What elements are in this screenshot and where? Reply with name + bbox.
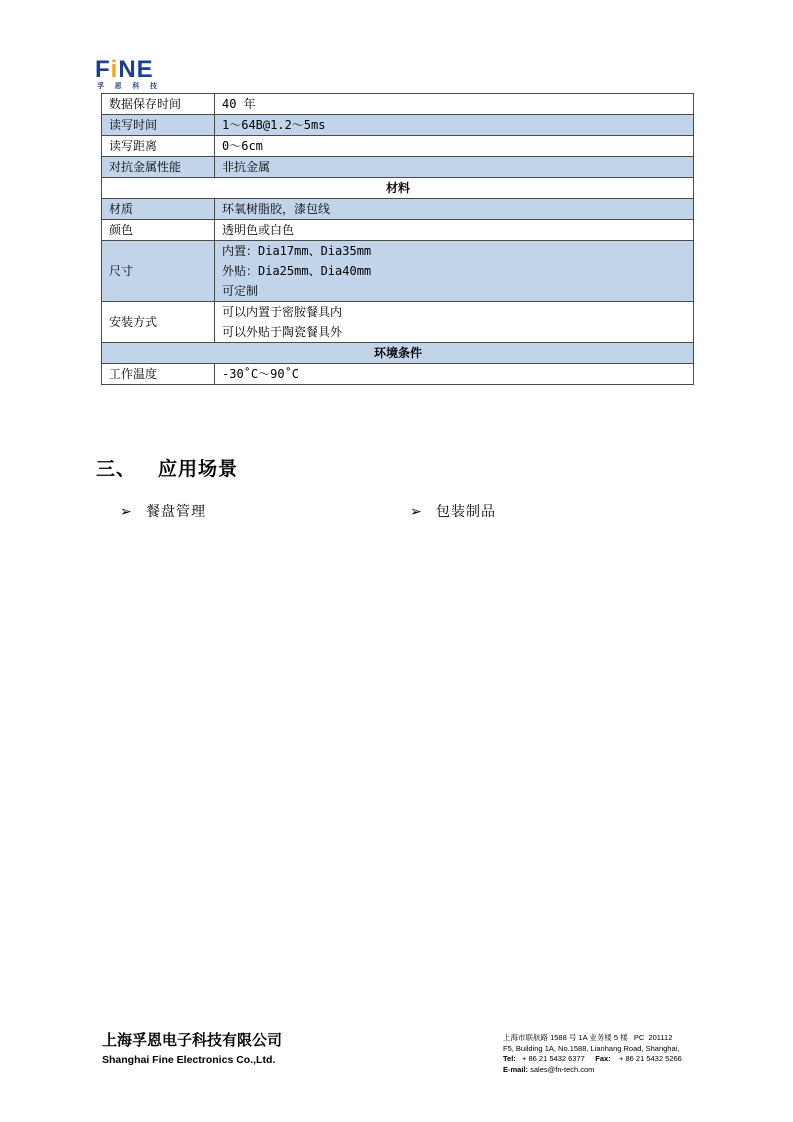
table-cell-line: 40 年 bbox=[222, 97, 256, 111]
logo-subtitle: 孚 恩 科 技 bbox=[97, 82, 157, 90]
table-row bbox=[102, 241, 694, 302]
footer-address bbox=[503, 1033, 682, 1075]
table-cell-label: 颜色 bbox=[102, 220, 215, 241]
fax-value: + 86 21 5432 5266 bbox=[619, 1054, 682, 1064]
arrow-bullet-icon: ➢ bbox=[120, 504, 133, 520]
table-row bbox=[102, 220, 694, 241]
table-row bbox=[102, 302, 694, 343]
table-section-title: 材料 bbox=[102, 178, 694, 199]
email-label: E-mail: bbox=[503, 1064, 529, 1074]
footer-company-name-cn: 上海孚恩电子科技有限公司 bbox=[102, 1031, 283, 1049]
table-cell-line: 1～64B@1.2～5ms bbox=[222, 118, 326, 132]
table-cell-label: 尺寸 bbox=[102, 241, 215, 302]
table-cell-label: 安装方式 bbox=[102, 302, 215, 343]
table-section-row bbox=[102, 343, 694, 364]
table-cell-value bbox=[215, 94, 694, 115]
section-heading bbox=[96, 456, 238, 482]
table-cell-line: 环氧树脂胶，漆包线 bbox=[222, 202, 331, 216]
spec-table bbox=[101, 93, 694, 385]
table-row bbox=[102, 199, 694, 220]
table-cell-label: 工作温度 bbox=[102, 364, 215, 385]
table-cell-value bbox=[215, 220, 694, 241]
address-en: F5, Building 1A, No.1588, Lianhang Road, Shanghai, bbox=[503, 1043, 680, 1053]
table-cell-line: 透明色或白色 bbox=[222, 223, 295, 237]
list-item bbox=[410, 502, 496, 522]
table-cell-line: 非抗金属 bbox=[222, 160, 271, 174]
table-cell-label: 对抗金属性能 bbox=[102, 157, 215, 178]
table-section-title: 环境条件 bbox=[102, 343, 694, 364]
table-cell-line: 0～6cm bbox=[222, 139, 263, 153]
tel-value: + 86 21 5432 6377 bbox=[522, 1054, 585, 1064]
address-cn: 上海市联航路 1588 号 1A 业务楼 5 楼 PC 201112 bbox=[503, 1033, 673, 1042]
table-cell-value bbox=[215, 115, 694, 136]
list-item-label: 包装制品 bbox=[436, 504, 496, 520]
section-number: 三、 bbox=[96, 458, 137, 480]
table-cell-label: 数据保存时间 bbox=[102, 94, 215, 115]
table-row bbox=[102, 136, 694, 157]
list-item-label: 餐盘管理 bbox=[146, 504, 206, 520]
table-cell-label: 读写距离 bbox=[102, 136, 215, 157]
email-link[interactable]: sales@fn-tech.com bbox=[530, 1064, 595, 1074]
section-title: 应用场景 bbox=[158, 458, 239, 480]
table-cell-value bbox=[215, 136, 694, 157]
table-cell-value bbox=[215, 364, 694, 385]
table-section-row bbox=[102, 178, 694, 199]
table-cell-value bbox=[215, 241, 694, 302]
table-row bbox=[102, 94, 694, 115]
table-cell-line: 可以内置于密胺餐具内 bbox=[222, 305, 343, 319]
table-cell-line: -30˚C～90˚C bbox=[222, 367, 300, 381]
table-row bbox=[102, 157, 694, 178]
table-cell-line: 外贴：Dia25mm、Dia40mm bbox=[222, 264, 372, 278]
table-row bbox=[102, 115, 694, 136]
table-cell-label: 材质 bbox=[102, 199, 215, 220]
table-cell-label: 读写时间 bbox=[102, 115, 215, 136]
list-item bbox=[120, 502, 206, 522]
arrow-bullet-icon: ➢ bbox=[410, 504, 423, 520]
table-row bbox=[102, 364, 694, 385]
table-cell-line: 可以外贴于陶瓷餐具外 bbox=[222, 325, 343, 339]
table-cell-value bbox=[215, 302, 694, 343]
table-cell-line: 内置：Dia17mm、Dia35mm bbox=[222, 244, 372, 258]
footer-company-name-en: Shanghai Fine Electronics Co.,Ltd. bbox=[102, 1054, 276, 1066]
table-cell-value bbox=[215, 199, 694, 220]
table-cell-line: 可定制 bbox=[222, 284, 259, 298]
company-logo bbox=[95, 58, 159, 92]
tel-label: Tel: bbox=[503, 1054, 516, 1064]
fax-label: Fax: bbox=[595, 1054, 611, 1064]
logo-wordmark: FiNE bbox=[95, 56, 154, 83]
table-cell-value bbox=[215, 157, 694, 178]
